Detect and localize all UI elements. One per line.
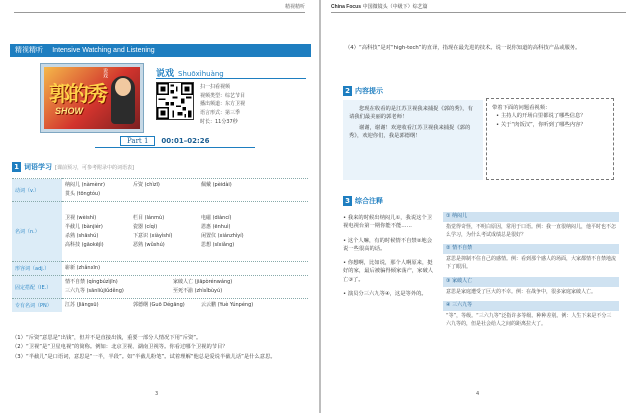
poster-title: 郭的秀 — [49, 81, 106, 106]
section-title-en: Intensive Watching and Listening — [52, 47, 155, 54]
poster-mark: 说戏 — [102, 68, 108, 78]
program-pinyin: Shuōxìhuàng — [178, 70, 224, 78]
vocab-word: 郭德纲 (Guō Dégāng) — [133, 302, 185, 308]
transcript-line: • 你想啊，比如说，那个人啊原来，挺好的家，最后被骗得倾家荡产，家破人亡③了。 — [343, 259, 435, 284]
vocab-word: 云云鹏 (Yuè Yúnpéng) — [201, 302, 254, 308]
vocab-table — [12, 178, 308, 312]
vocab-word: 家破人亡 (jiāpòrénwáng) — [173, 279, 233, 285]
vocab-word: 闲置仪 (xiánzhìyí) — [201, 232, 244, 239]
right-page — [321, 0, 640, 413]
header-book-title: 中国微镜头（中级下）综艺篇 — [362, 4, 428, 10]
vocab-notes — [12, 334, 308, 362]
section-title-cn: 精视精听 — [15, 46, 43, 54]
left-page — [0, 0, 319, 413]
notes-heading — [343, 196, 383, 206]
questions-list — [492, 112, 608, 129]
vocab-word: 电磁 (diàncí) — [201, 214, 232, 221]
content-tips-heading — [343, 86, 383, 96]
vocab-word: 佩戴 (pèidài) — [201, 182, 232, 188]
pos-label: 动词（v.） — [12, 179, 62, 202]
annotation-column — [443, 212, 619, 334]
section-number: 2 — [343, 86, 352, 96]
annotation-body: 指觉得奇怪，不明白原因，常用于口语。例：我一直很纳闷儿，他平时也不怎么学习，为什么考试成绩总是很好？ — [446, 223, 617, 238]
vocab-word: 斥资 (chìzī) — [133, 182, 160, 188]
transcript-line: • 我来的时候出纳闷儿①，我说这个卫视电视台第一期你能不能…… — [343, 214, 435, 231]
vocab-word: 纳闷儿 (nàmènr) — [65, 182, 105, 188]
part-heading — [120, 136, 210, 146]
transcript-column — [343, 214, 435, 304]
script-paragraph: 谢谢，谢谢！欢迎收看江苏卫视我来捕捉《郭的秀》，欢迎你们，我是郭德纲！ — [349, 124, 471, 139]
program-info-line: 扫一扫看视频 — [200, 84, 231, 90]
word-cell — [62, 276, 308, 299]
vocab-word: 贯头 (tōngtóu) — [65, 191, 101, 197]
annotation-title: ④ 三六九等 — [443, 301, 619, 311]
section-title-band — [10, 44, 311, 57]
section-note: [课前预习，可参考附录中的词语表] — [55, 165, 134, 171]
question-item: • 主持人的开场白里都说了哪些信息？ — [496, 112, 608, 120]
program-info-line: 时长：11分37秒 — [200, 118, 238, 125]
vocab-word: 思想 (sīxiǎng) — [201, 241, 235, 248]
vocab-word: 至死不渝 (zhìsǐbùyú) — [173, 288, 223, 294]
vocab-word: 恩惠 (ēnhuì) — [201, 223, 231, 230]
part-label: Part 1 — [120, 136, 155, 146]
script-excerpt-box — [343, 100, 483, 180]
vocab-word: 情不自禁 (qíngbúzìjīn) — [65, 279, 118, 285]
question-item: • 关于“肉饭汉”，你听到了哪些内容？ — [496, 121, 608, 129]
vocab-word: 崭新 (zhǎnxīn) — [65, 265, 101, 271]
table-row — [12, 262, 308, 276]
note-paragraph: （1）“斥资”意思是“出钱”，但并不是直接出钱，重要一部分人情况下用“斥资”。 — [12, 335, 202, 341]
program-title-cn: 说戏 — [156, 69, 175, 79]
vocab-word: 半截儿 (bànjiér) — [65, 223, 103, 230]
page-number: 4 — [476, 391, 480, 397]
program-info — [200, 83, 245, 127]
show-poster — [40, 63, 144, 133]
word-cell — [62, 179, 308, 202]
running-header: 精视精听 — [284, 4, 305, 10]
transcript-line: • 演员分三六九等④，这是等外的。 — [343, 290, 435, 298]
annotation — [443, 244, 619, 273]
vocab-word: 高科技 (gāokējì) — [65, 241, 104, 248]
table-row — [12, 276, 308, 299]
pos-label: 专有名词（PN） — [12, 299, 62, 313]
vocab-word: 杀熟 (shāshú) — [65, 232, 99, 239]
annotation-body: 意思是家庭遭受了巨大的不幸。例：在战争中，很多家庭家破人亡。 — [446, 288, 597, 295]
qr-code-icon[interactable] — [156, 82, 194, 120]
questions-title: 带着下面的问题看视频： — [492, 105, 551, 111]
vocab-word: 恶熟 (wǔshú) — [133, 241, 165, 248]
section-title: 内容提示 — [355, 87, 383, 95]
annotation — [443, 212, 619, 241]
program-info-line: 播出频道：东方卫视 — [200, 101, 246, 108]
host-face — [115, 78, 131, 96]
page-number: 3 — [155, 391, 159, 397]
vocab-word: 栏目 (lánmù) — [133, 214, 165, 221]
section-title: 综合注释 — [355, 197, 383, 205]
transcript-line: • 这个人嘛，有的时候情不自禁②地会说一些很高的话。 — [343, 237, 435, 254]
annotation-title: ③ 家破人亡 — [443, 277, 619, 287]
table-row — [12, 202, 308, 262]
vocab-word: 江苏 (Jiāngsū) — [65, 302, 99, 308]
section-number: 1 — [12, 162, 21, 172]
vocab-word: 下意识 (xiàyìshí) — [133, 232, 173, 239]
word-cell — [62, 262, 308, 276]
pos-label: 形容词（adj.） — [12, 262, 62, 276]
vocab-section-heading — [12, 162, 134, 172]
annotation-body: 意思是抑制不住自己的感情。例：看到那个感人的场面，大家都情不自禁地流下了眼泪。 — [446, 256, 617, 270]
section-number: 3 — [343, 196, 352, 206]
vocab-note-4: （4）“高科技”是对“high-tech”的直译，指现在最先进的技术。说一说你知道的高科技产品或服务。 — [345, 45, 581, 51]
annotation-title: ① 纳闷儿 — [443, 212, 619, 222]
pos-label: 固定搭配（IE.） — [12, 276, 62, 299]
word-cell — [62, 299, 308, 313]
header-brand: China Focus — [331, 4, 362, 10]
questions-box — [486, 98, 614, 180]
part-time: 00:01–02:26 — [161, 137, 210, 145]
script-paragraph: 您现在收看的是江苏卫视我来捕捉《郭的秀》，有请我们最美丽的郭老师！ — [349, 106, 473, 121]
annotation-body: “等”，等级。“三六九等”泛指许多等级、种种差别。例：人生下来是不分三六九等的，但是社会给人之间的距离拉大了。 — [446, 313, 612, 327]
running-header — [331, 3, 428, 10]
poster-show-word: SHOW — [55, 106, 83, 116]
program-info-line: 语言形式：第三季 — [200, 110, 241, 117]
program-info-line: 视频类型：综艺节目 — [200, 92, 246, 99]
vocab-word: 三六九等 (sānliùjiǔděng) — [65, 288, 124, 294]
table-row — [12, 179, 308, 202]
vocab-word: 瓷器 (cíqì) — [133, 223, 158, 230]
note-paragraph: （2）“卫视”是“卫星电视”的简称。例如：北京卫视、湖南卫视等。你看过哪个卫视的节目？ — [12, 344, 228, 351]
pos-label: 名词（n.） — [12, 202, 62, 262]
section-title: 词语学习 — [24, 163, 52, 171]
header-rule — [14, 12, 305, 13]
part-rule — [95, 147, 255, 148]
table-row — [12, 299, 308, 313]
note-paragraph: （3）“半截儿”是口语词，意思是“一半，半段”。如“半截儿粉笔”。试着理解“他总是爱说半截儿话”是什么意思。 — [12, 353, 276, 360]
program-rule — [156, 78, 306, 79]
annotation — [443, 301, 619, 330]
header-rule — [331, 12, 626, 13]
word-cell — [62, 202, 308, 262]
vocab-word: 卫视 (wèishì) — [65, 214, 97, 221]
annotation — [443, 277, 619, 299]
annotation-title: ② 情不自禁 — [443, 244, 619, 254]
